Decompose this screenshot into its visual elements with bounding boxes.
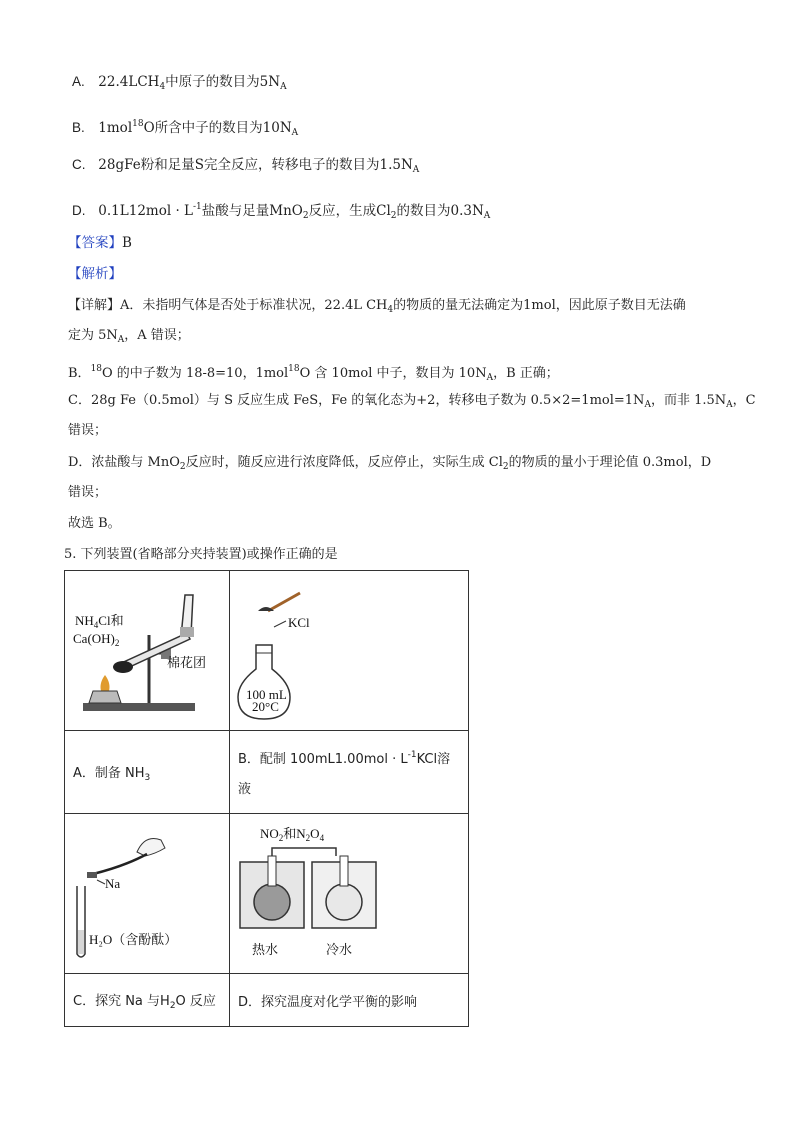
detail-a2-sub: A [117, 335, 125, 345]
detail-conclusion [68, 515, 121, 533]
detail-d2-text: 错误； [68, 485, 108, 500]
detail-a2-text: 定为 5N [68, 328, 118, 343]
detail-line-b [68, 360, 559, 387]
fig-d-cold: 冷水 [326, 942, 353, 957]
detail-d1-sub: 2 [179, 462, 186, 472]
caption-a [65, 731, 230, 814]
caption-b [230, 731, 469, 814]
flask-hot-neck [268, 856, 276, 886]
option-d-text3: 反应，生成Cl [308, 203, 391, 219]
caption-b-text: B．配制 100mL1.00mol · L [238, 751, 408, 767]
q5-stem [64, 546, 338, 564]
caption-d [230, 974, 469, 1027]
answer-tag: 【答案】 [68, 235, 122, 251]
detail-line-d1 [68, 454, 711, 476]
fig-a-cell [65, 571, 230, 731]
fig-a-label1: $NH_4Cl$和 [75, 613, 124, 630]
fig-d-cell [230, 814, 469, 974]
detail-c2-text: 错误； [68, 423, 108, 438]
detail-line-a1 [68, 297, 686, 319]
fig-c-apparatus [65, 814, 229, 969]
fig-d-gas: $NO_2$和$N_2O_4$ [260, 826, 325, 843]
option-b-text2: O所含中子的数目为10N [143, 120, 292, 136]
detail-d1-text: D．浓盐酸与 MnO [68, 455, 180, 470]
fig-d-hot: 热水 [252, 942, 279, 957]
flame-icon [101, 675, 110, 691]
detail-a1-sub: 4 [387, 305, 394, 315]
fig-a-label2: $Ca(OH)_2$ [73, 631, 120, 648]
detail-d1-sub2: 2 [502, 462, 509, 472]
option-d-text2: 盐酸与足量MnO [201, 203, 303, 219]
flask-cold [326, 884, 362, 920]
caption-c-text: C．探究 Na 与H [73, 993, 170, 1009]
option-b-text: 1mol [98, 120, 133, 136]
conclusion-text: 故选 B。 [68, 516, 121, 531]
detail-c1-text2: ，而非 1.5N [650, 393, 727, 408]
caption-c-sub: 2 [169, 1000, 176, 1011]
sodium-piece [87, 872, 97, 878]
detail-b-text4: ，B 正确； [493, 366, 559, 381]
tweezers [93, 854, 147, 874]
detail-line-c2 [68, 422, 107, 440]
detail-a1-text2: 的物质的量无法确定为1mol，因此原子数目无法确 [393, 298, 686, 313]
detail-d1-text3: 的物质的量小于理论值 0.3mol，D [508, 455, 712, 470]
caption-b-sup: -1 [407, 749, 417, 760]
option-b-label: B. [72, 120, 85, 135]
stand-base [83, 703, 195, 711]
analysis-line [68, 265, 122, 283]
caption-c-text2: O 反应 [175, 993, 216, 1009]
detail-b-text: B． [68, 366, 91, 381]
na-pointer [97, 880, 105, 884]
alcohol-lamp [89, 691, 121, 703]
fig-b-apparatus [230, 571, 468, 726]
option-c-text: 28gFe粉和足量S完全反应，转移电子的数目为1.5N [98, 157, 413, 173]
detail-b-sub: A [486, 373, 494, 383]
caption-a-text: A．制备 NH [73, 765, 145, 781]
option-d-sup: -1 [193, 202, 202, 212]
caption-b-text3: 液 [238, 781, 252, 797]
option-a-text: 22.4LCH [98, 74, 160, 90]
option-a-sub2: A [280, 82, 287, 92]
flask-cold-neck [340, 856, 348, 886]
detail-c1-text3: ，C [732, 393, 756, 408]
detail-b-sup: 18 [90, 364, 103, 374]
answer-value: B [122, 235, 132, 251]
detail-line-c1 [68, 392, 756, 414]
spatula [268, 593, 300, 611]
caption-c [65, 974, 230, 1027]
q5-table [64, 570, 469, 1027]
option-c [72, 156, 419, 179]
q5-stem-text: 5. 下列装置(省略部分夹持装置)或操作正确的是 [64, 547, 338, 562]
fig-b-reagent: KCl [288, 615, 310, 630]
connecting-tube [272, 848, 336, 856]
option-d-sub: 2 [302, 211, 309, 221]
cotton-plug [180, 627, 194, 637]
flask-hot [254, 884, 290, 920]
kcl-pointer [274, 621, 286, 627]
detail-a1-text: A．未指明气体是否处于标准状况，22.4L CH [120, 298, 388, 313]
option-d [72, 198, 490, 225]
water-liquid [78, 930, 84, 954]
option-a-sub: 4 [159, 82, 166, 92]
analysis-tag: 【解析】 [68, 266, 122, 282]
option-b [72, 115, 298, 142]
fig-a-apparatus [65, 571, 229, 726]
fig-c-cell [65, 814, 230, 974]
option-c-sub: A [412, 165, 420, 175]
detail-c1-sub2: A [726, 400, 733, 410]
fig-a-label3: 棉花团 [167, 655, 207, 670]
option-a-text2: 中原子的数目为5N [165, 74, 281, 90]
fig-c-liquid: H₂O（含酚酞） [89, 932, 178, 947]
detail-b-sup2: 18 [288, 364, 300, 374]
option-c-label: C. [72, 157, 86, 172]
solid-reagent [113, 661, 133, 673]
option-b-sub: A [291, 128, 299, 138]
caption-b-text2: KCl溶 [416, 751, 451, 767]
caption-a-sub: 3 [144, 772, 151, 783]
detail-c1-sub: A [644, 400, 651, 410]
option-d-text4: 的数目为0.3N [396, 203, 484, 219]
option-d-sub3: A [483, 211, 491, 221]
fig-b-flask1: 100 mL [246, 687, 287, 702]
detail-d1-text2: 反应时，随反应进行浓度降低，反应停止，实际生成 Cl [185, 455, 503, 470]
option-d-sub2: 2 [390, 211, 397, 221]
fig-c-metal: Na [105, 876, 121, 891]
detail-line-d2 [68, 484, 107, 502]
option-b-sup: 18 [132, 119, 144, 129]
detail-c1-text: C．28g Fe（0.5mol）与 S 反应生成 FeS，Fe 的氧化态为+2，转移电子数为 0.5×2=1mol=1N [68, 393, 645, 408]
detail-b-text2: O 的中子数为 18-8=10，1mol [102, 366, 289, 381]
detail-line-a2 [68, 327, 190, 349]
fig-b-flask2: 20°C [252, 699, 279, 714]
fig-b-cell [230, 571, 469, 731]
detail-tag: 【详解】 [68, 298, 121, 313]
option-a [72, 73, 287, 96]
detail-a2-text2: ，A 错误； [124, 328, 190, 343]
caption-d-text: D．探究温度对化学平衡的影响 [238, 994, 418, 1010]
fig-d-apparatus [230, 814, 468, 969]
hand-icon [137, 839, 165, 857]
option-d-text: 0.1L12mol · L [98, 203, 193, 219]
option-a-label: A. [72, 74, 85, 89]
option-d-label: D. [72, 203, 86, 218]
detail-b-text3: O 含 10mol 中子，数目为 10N [299, 366, 487, 381]
answer-line [68, 234, 132, 252]
